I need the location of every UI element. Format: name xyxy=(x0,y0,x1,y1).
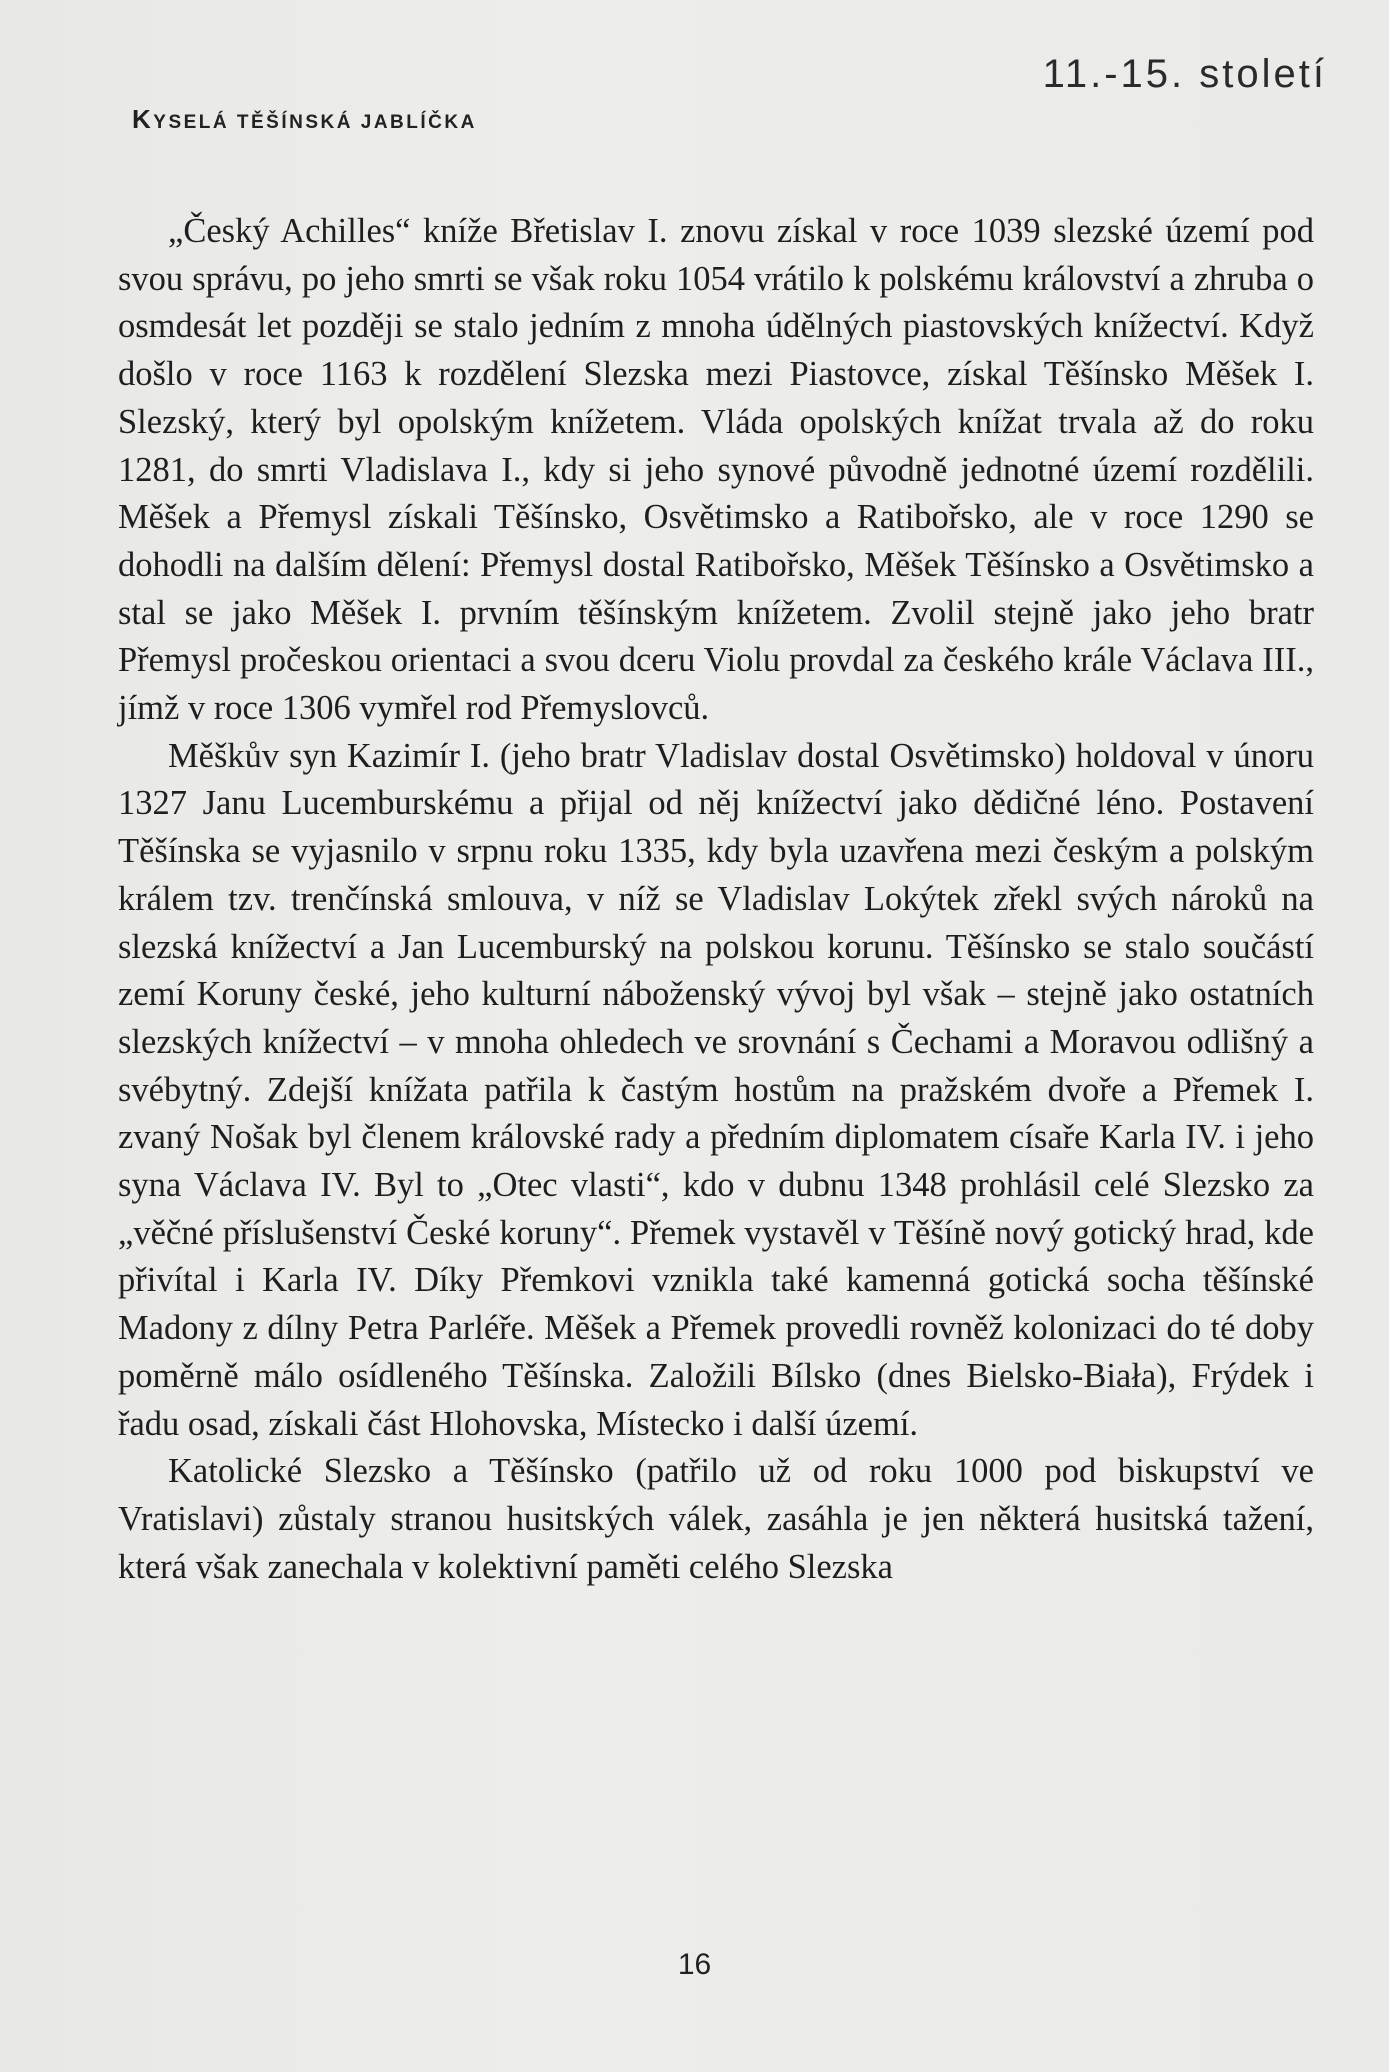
paragraph-3: Katolické Slezsko a Těšínsko (patřilo už od roku 1000 pod biskupství ve Vratislavi) zůstaly stranou husitských válek, zasáhla je jen některá husitská tažení, která však zanechala v kolektivní paměti celého Slezska xyxy=(118,1452,1314,1586)
body-text xyxy=(118,208,1314,1591)
running-head-title-rest: YSELÁ TĚŠÍNSKÁ JABLÍČKA xyxy=(153,112,477,133)
paragraph-1: „Český Achilles“ kníže Břetislav I. znovu získal v roce 1039 slezské území pod svou správu, po jeho smrti se však roku 1054 vrátilo k polskému království a zhruba o osmdesát let později se stalo jedním z mnoha údělných piastovských knížectví. Když došlo v roce 1163 k rozdělení Slezska mezi Piastovce, získal Těšínsko Měšek I. Slezský, který byl opolským knížetem. Vláda opolských knížat trvala až do roku 1281, do smrti Vladislava I., kdy si jeho synové původně jednotné území rozdělili. Měšek a Přemysl získali Těšínsko, Osvětimsko a Ratibořsko, ale v roce 1290 se dohodli na dalším dělení: Přemysl dostal Ratibořsko, Měšek Těšínsko a Osvětimsko a stal se jako Měšek I. prvním těšínským knížetem. Zvolil stejně jako jeho bratr Přemysl pročeskou orientaci a svou dceru Violu provdal za českého krále Václava III., jímž v roce 1306 vymřel rod Přemyslovců. xyxy=(118,212,1314,728)
running-head-chapter: 11.-15. století xyxy=(1042,52,1327,96)
running-head-book-title xyxy=(132,104,477,135)
page-number: 16 xyxy=(677,1948,712,1981)
paragraph-2: Měškův syn Kazimír I. (jeho bratr Vladislav dostal Osvětimsko) holdoval v únoru 1327 Janu Lucemburskému a přijal od něj knížectví jako dědičné léno. Postavení Těšínska se vyjasnilo v srpnu roku 1335, kdy byla uzavřena mezi českým a polským králem tzv. trenčínská smlouva, v níž se Vladislav Lokýtek zřekl svých nároků na slezská knížectví a Jan Lucemburský na polskou korunu. Těšínsko se stalo součástí zemí Koruny české, jeho kulturní náboženský vývoj byl však – stejně jako ostatních slezských knížectví – v mnoha ohledech ve srovnání s Čechami a Moravou odlišný a svébytný. Zdejší knížata patřila k častým hostům na pražském dvoře a Přemek I. zvaný Nošak byl členem královské rady a předním diplomatem císaře Karla IV. i jeho syna Václava IV. Byl to „Otec vlasti“, kdo v dubnu 1348 prohlásil celé Slezsko za „věčné příslušenství České koruny“. Přemek vystavěl v Těšíně nový gotický hrad, kde přivítal i Karla IV. Díky Přemkovi vznikla také kamenná gotická socha těšínské Madony z dílny Petra Parléře. Měšek a Přemek provedli rovněž kolonizaci do té doby poměrně málo osídleného Těšínska. Založili Bílsko (dnes Bielsko-Biała), Frýdek i řadu osad, získali část Hlohovska, Místecko i další území. xyxy=(118,736,1314,1443)
running-head-initial: K xyxy=(132,104,154,134)
